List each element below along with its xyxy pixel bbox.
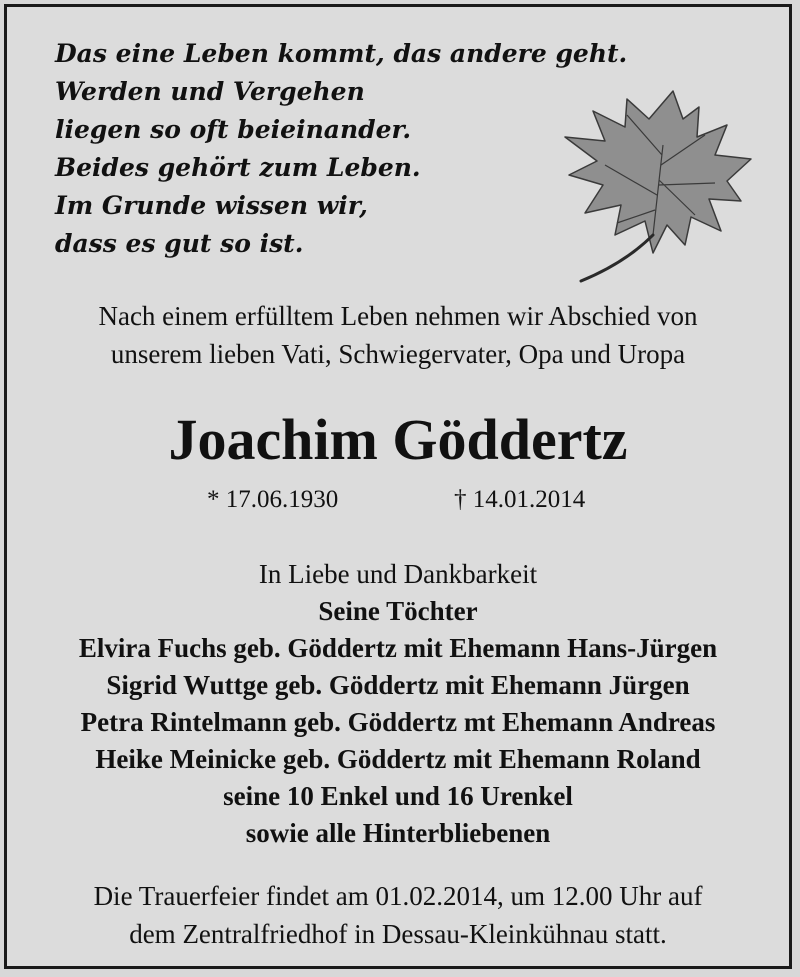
death-date: † 14.01.2014 xyxy=(454,486,586,513)
family-greeting: In Liebe und Dankbarkeit xyxy=(258,559,538,589)
grandchildren-line: seine 10 Enkel und 16 Urenkel xyxy=(223,781,573,811)
family-member: Heike Meinicke geb. Göddertz mit Ehemann Roland xyxy=(95,744,701,774)
intro-line: unserem lieben Vati, Schwiegervater, Opa und Uropa xyxy=(110,339,686,369)
poem-line: dass es gut so ist. xyxy=(55,229,304,258)
deceased-name: Joachim Göddertz xyxy=(168,407,628,472)
others-line: sowie alle Hinterbliebenen xyxy=(245,818,551,848)
family-list xyxy=(7,556,789,852)
poem-line: Werden und Vergehen xyxy=(55,77,365,106)
family-heading: Seine Töchter xyxy=(318,596,478,626)
service-line: Die Trauerfeier findet am 01.02.2014, um 12.00 Uhr auf xyxy=(93,881,703,911)
poem-line: Das eine Leben kommt, das andere geht. xyxy=(55,39,628,68)
life-dates xyxy=(7,483,789,517)
service-line: dem Zentralfriedhof in Dessau-Kleinkühnau statt. xyxy=(129,919,667,949)
poem-line: Im Grunde wissen wir, xyxy=(55,191,368,220)
obituary-card xyxy=(4,4,792,969)
poem-line: Beides gehört zum Leben. xyxy=(55,153,421,182)
service-info xyxy=(7,877,789,953)
family-member: Elvira Fuchs geb. Göddertz mit Ehemann Hans-Jürgen xyxy=(78,633,718,663)
poem xyxy=(55,35,627,263)
family-member: Petra Rintelmann geb. Göddertz mt Ehemann Andreas xyxy=(80,707,716,737)
poem-line: liegen so oft beieinander. xyxy=(55,115,412,144)
intro-text xyxy=(7,297,789,373)
family-member: Sigrid Wuttge geb. Göddertz mit Ehemann Jürgen xyxy=(106,670,690,700)
intro-line: Nach einem erfülltem Leben nehmen wir Abschied von xyxy=(98,301,698,331)
birth-date: * 17.06.1930 xyxy=(207,486,339,513)
maple-leaf-icon xyxy=(545,85,757,283)
